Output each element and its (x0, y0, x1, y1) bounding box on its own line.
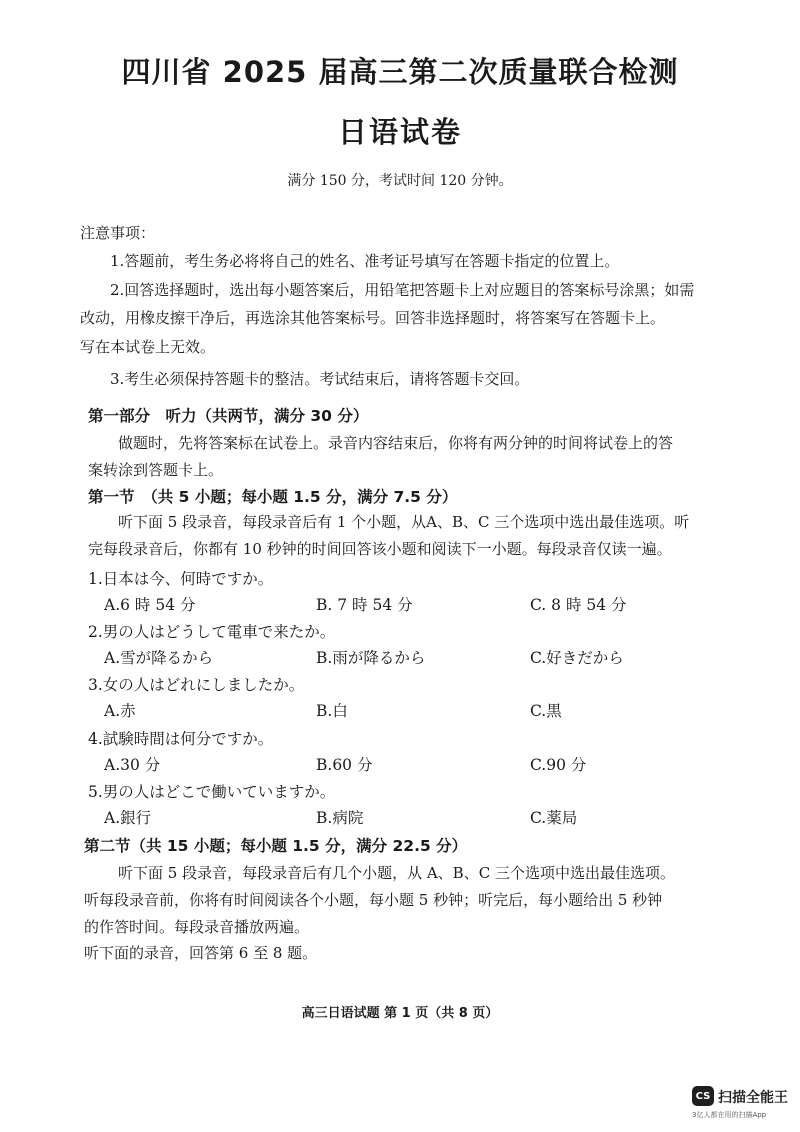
question-5: 5.男の人はどこで働いていますか。 (88, 783, 336, 801)
section2-intro: 的作答时间。每段录音播放两遍。 (84, 918, 310, 936)
option-c: C.薬局 (530, 809, 578, 827)
question-2: 2.男の人はどうして電車で来たか。 (88, 623, 336, 641)
exam-score-time: 满分 150 分，考试时间 120 分钟。 (287, 173, 513, 189)
section2-instruction: 听下面的录音，回答第 6 至 8 题。 (84, 944, 318, 962)
option-c: C.好きだから (530, 649, 624, 667)
option-b: B.病院 (316, 809, 364, 827)
question-1: 1.日本は今、何時ですか。 (88, 570, 274, 588)
section1-heading: 第一节 （共 5 小题；每小题 1.5 分，满分 7.5 分） (88, 488, 458, 506)
notes-heading: 注意事项： (80, 224, 156, 242)
watermark-name: 扫描全能王 (718, 1090, 788, 1106)
exam-title: 四川省 2025 届高三第二次质量联合检测 (121, 55, 679, 89)
question-4: 4.試験時間は何分ですか。 (88, 730, 274, 748)
section2-intro: 听下面 5 段录音，每段录音后有几个小题，从 A、B、C 三个选项中选出最佳选项。 (118, 864, 675, 882)
option-a: A.赤 (104, 702, 136, 720)
part1-intro: 做题时，先将答案标在试卷上。录音内容结束后，你将有两分钟的时间将试卷上的答 (118, 434, 674, 452)
section2-heading: 第二节（共 15 小题；每小题 1.5 分，满分 22.5 分） (84, 837, 468, 855)
page-footer: 高三日语试题 第 1 页（共 8 页） (301, 1006, 499, 1021)
option-a: A.6 時 54 分 (104, 596, 196, 614)
notes-item: 2.回答选择题时，选出每小题答案后，用铅笔把答题卡上对应题目的答案标号涂黑；如需 (110, 281, 695, 299)
option-a: A.30 分 (104, 756, 161, 774)
notes-item: 写在本试卷上无效。 (80, 338, 216, 356)
section1-intro: 完每段录音后，你都有 10 秒钟的时间回答该小题和阅读下一小题。每段录音仅读一遍。 (88, 540, 672, 558)
option-a: A.雪が降るから (104, 649, 214, 667)
part1-heading: 第一部分 听力（共两节，满分 30 分） (88, 407, 369, 425)
option-c: C.黒 (530, 702, 562, 720)
option-b: B.60 分 (316, 756, 373, 774)
option-a: A.銀行 (104, 809, 152, 827)
option-c: C.90 分 (530, 756, 587, 774)
section1-intro: 听下面 5 段录音，每段录音后有 1 个小题，从A、B、C 三个选项中选出最佳选项。听 (118, 513, 690, 531)
option-b: B.白 (316, 702, 348, 720)
notes-item: 1.答题前，考生务必将将自己的姓名、准考证号填写在答题卡指定的位置上。 (110, 252, 620, 270)
option-c: C. 8 時 54 分 (530, 596, 627, 614)
notes-item: 3.考生必须保持答题卡的整洁。考试结束后，请将答题卡交回。 (110, 370, 530, 388)
option-b: B.雨が降るから (316, 649, 426, 667)
section2-intro: 听每段录音前，你将有时间阅读各个小题，每小题 5 秒钟；听完后，每小题给出 5 秒钟 (84, 891, 663, 909)
question-3: 3.女の人はどれにしましたか。 (88, 676, 305, 694)
exam-subject-title: 日语试卷 (337, 115, 462, 149)
camscanner-logo-icon: CS (692, 1086, 714, 1106)
option-b: B. 7 時 54 分 (316, 596, 413, 614)
notes-item: 改动，用橡皮擦干净后，再选涂其他答案标号。回答非选择题时，将答案写在答题卡上。 (80, 309, 666, 327)
part1-intro: 案转涂到答题卡上。 (88, 461, 224, 479)
watermark-tagline: 3亿人都在用的扫描App (692, 1111, 767, 1119)
